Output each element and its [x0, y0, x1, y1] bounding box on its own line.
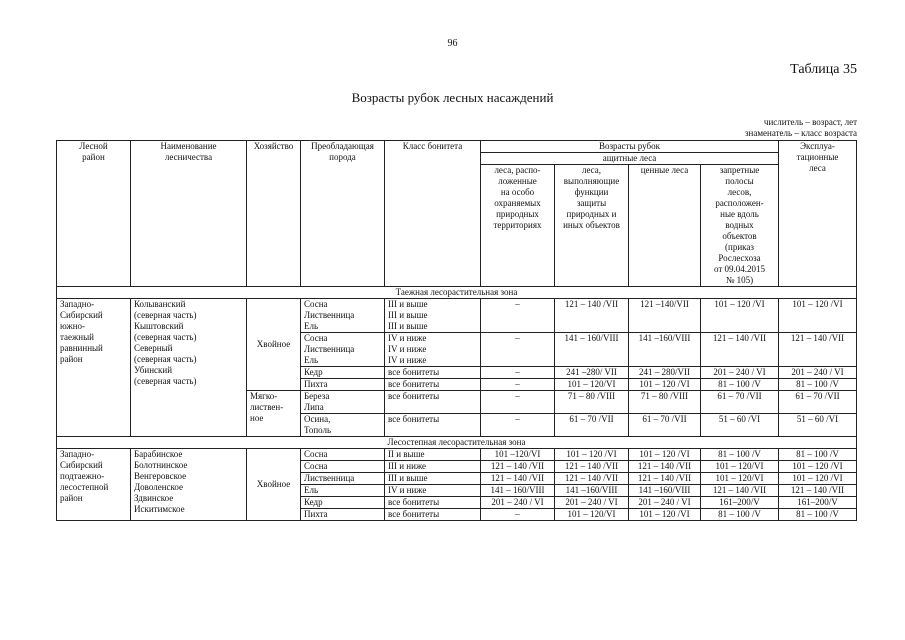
- header-sub-oopt: леса, распо- ложенные на особо охраняемых природных территориях: [481, 165, 555, 287]
- age-cell: 101 – 120 /VI: [779, 461, 857, 473]
- header-ages: Возрасты рубок: [481, 141, 779, 153]
- species-cell: Ель: [301, 485, 385, 497]
- age-cell: 141 –160/VIII: [629, 333, 701, 367]
- age-cell: 141 – 160/VIII: [481, 485, 555, 497]
- age-cell: 121 – 140 /VII: [555, 461, 629, 473]
- header-species: Преобладающая порода: [301, 141, 385, 287]
- age-cell: 51 – 60 /VI: [701, 414, 779, 437]
- bonitet-cell: все бонитеты: [385, 367, 481, 379]
- age-cell: 71 – 80 /VIII: [629, 391, 701, 414]
- table-row: [57, 449, 857, 461]
- age-cell: 121 –140/VII: [629, 299, 701, 333]
- age-cell: 101 – 120/VI: [555, 379, 629, 391]
- species-cell: Кедр: [301, 497, 385, 509]
- age-cell: 201 – 240 / VI: [481, 497, 555, 509]
- units-note-denominator: знаменатель – класс возраста: [744, 128, 857, 138]
- bonitet-cell: III и выше: [385, 473, 481, 485]
- age-cell: –: [481, 333, 555, 367]
- age-cell: 101 – 120/VI: [555, 509, 629, 521]
- age-cell: 71 – 80 /VIII: [555, 391, 629, 414]
- economy-cell: Мягко- листвен- ное: [247, 391, 301, 437]
- age-cell: 121 – 140 /VII: [629, 461, 701, 473]
- zone-foreststeppe: Лесостепная лесорастительная зона: [57, 437, 857, 449]
- zone-row: [57, 287, 857, 299]
- age-cell: 121 – 140 /VII: [779, 333, 857, 367]
- age-cell: 141 –160/VIII: [555, 485, 629, 497]
- bonitet-cell: все бонитеты: [385, 509, 481, 521]
- header-sub-forbidden: запретные полосы лесов, расположен- ные вдоль водных объектов (приказ Рослесхоза от 09.04.2015 № 105): [701, 165, 779, 287]
- age-cell: 241 – 280/VII: [629, 367, 701, 379]
- age-cell: 101 – 120/VI: [701, 461, 779, 473]
- bonitet-cell: все бонитеты: [385, 391, 481, 414]
- age-cell: 81 – 100 /V: [779, 509, 857, 521]
- age-cell: 121 – 140 /VII: [481, 473, 555, 485]
- species-cell: Осина, Тополь: [301, 414, 385, 437]
- age-cell: 61 – 70 /VII: [779, 391, 857, 414]
- bonitet-cell: IV и ниже IV и ниже IV и ниже: [385, 333, 481, 367]
- bonitet-cell: все бонитеты: [385, 497, 481, 509]
- region-cell: Западно- Сибирский южно- таежный равнинный район: [57, 299, 131, 437]
- species-cell: Пихта: [301, 509, 385, 521]
- header-economy: Хозяйство: [247, 141, 301, 287]
- species-cell: Кедр: [301, 367, 385, 379]
- region-cell: Западно- Сибирский подтаежно- лесостепной район: [57, 449, 131, 521]
- age-cell: 141 – 160/VIII: [555, 333, 629, 367]
- age-cell: 121 – 140 /VII: [555, 299, 629, 333]
- header-region: Лесной район: [57, 141, 131, 287]
- age-cell: 101 – 120 /VI: [779, 473, 857, 485]
- age-cell: 81 – 100 /V: [701, 449, 779, 461]
- species-cell: Лиственница: [301, 473, 385, 485]
- species-cell: Сосна: [301, 449, 385, 461]
- age-cell: –: [481, 391, 555, 414]
- age-cell: 121 – 140 /VII: [701, 485, 779, 497]
- age-cell: 101 – 120 /VI: [629, 509, 701, 521]
- bonitet-cell: III и ниже: [385, 461, 481, 473]
- age-cell: –: [481, 509, 555, 521]
- economy-cell: Хвойное: [247, 449, 301, 521]
- species-cell: Сосна: [301, 461, 385, 473]
- cutting-age-table: [56, 140, 857, 521]
- economy-cell: Хвойное: [247, 299, 301, 391]
- age-cell: 201 – 240 / VI: [555, 497, 629, 509]
- age-cell: 201 – 240 / VI: [779, 367, 857, 379]
- age-cell: 101 – 120/VI: [701, 473, 779, 485]
- age-cell: 141 –160/VIII: [629, 485, 701, 497]
- age-cell: 101 –120/VI: [481, 449, 555, 461]
- page-number: 96: [447, 38, 458, 49]
- age-cell: 81 – 100 /V: [701, 509, 779, 521]
- header-bonitet: Класс бонитета: [385, 141, 481, 287]
- table-row: [57, 299, 857, 333]
- age-cell: 121 – 140 /VII: [481, 461, 555, 473]
- age-cell: 121 – 140 /VII: [555, 473, 629, 485]
- age-cell: 121 – 140 /VII: [779, 485, 857, 497]
- age-cell: –: [481, 414, 555, 437]
- age-cell: 101 – 120 /VI: [779, 299, 857, 333]
- age-cell: 121 – 140 /VII: [629, 473, 701, 485]
- age-cell: 161–200/V: [701, 497, 779, 509]
- age-cell: 101 – 120 /VI: [629, 449, 701, 461]
- header-sub-valuable: ценные леса: [629, 165, 701, 287]
- age-cell: –: [481, 367, 555, 379]
- age-cell: 81 – 100 /V: [779, 379, 857, 391]
- age-cell: 81 – 100 /V: [779, 449, 857, 461]
- bonitet-cell: все бонитеты: [385, 414, 481, 437]
- age-cell: 121 – 140 /VII: [701, 333, 779, 367]
- age-cell: 51 – 60 /VI: [779, 414, 857, 437]
- forestry-cell: Колыванский (северная часть) Кыштовский (северная часть) Северный (северная часть) Убинский (северная часть): [131, 299, 247, 437]
- zone-taiga: Таежная лесорастительная зона: [57, 287, 857, 299]
- species-cell: Сосна Лиственница Ель: [301, 299, 385, 333]
- bonitet-cell: IV и ниже: [385, 485, 481, 497]
- age-cell: –: [481, 379, 555, 391]
- header-exploit: Эксплуа- тационные леса: [779, 141, 857, 287]
- bonitet-cell: II и выше: [385, 449, 481, 461]
- table-label: Таблица 35: [790, 62, 857, 77]
- species-cell: Пихта: [301, 379, 385, 391]
- age-cell: 61 – 70 /VII: [555, 414, 629, 437]
- forestry-cell: Барабинское Болотнинское Венгеровское Доволенское Здвинское Искитимское: [131, 449, 247, 521]
- age-cell: 81 – 100 /V: [701, 379, 779, 391]
- age-cell: 101 – 120 /VI: [555, 449, 629, 461]
- units-note: [745, 117, 857, 139]
- age-cell: 101 – 120 /VI: [701, 299, 779, 333]
- bonitet-cell: все бонитеты: [385, 379, 481, 391]
- species-cell: Береза Липа: [301, 391, 385, 414]
- age-cell: 241 –280/ VII: [555, 367, 629, 379]
- header-row: [57, 141, 857, 153]
- age-cell: 201 – 240 / VI: [629, 497, 701, 509]
- header-sub-protection: леса, выполняющие функции защиты природных и иных объектов: [555, 165, 629, 287]
- age-cell: –: [481, 299, 555, 333]
- age-cell: 61 – 70 /VII: [629, 414, 701, 437]
- header-forestry: Наименование лесничества: [131, 141, 247, 287]
- bonitet-cell: III и выше III и выше III и выше: [385, 299, 481, 333]
- age-cell: 101 – 120 /VI: [629, 379, 701, 391]
- age-cell: 201 – 240 / VI: [701, 367, 779, 379]
- age-cell: 161–200/V: [779, 497, 857, 509]
- zone-row: [57, 437, 857, 449]
- species-cell: Сосна Лиственница Ель: [301, 333, 385, 367]
- header-protective: ащитные леса: [481, 153, 779, 165]
- units-note-numerator: числитель – возраст, лет: [763, 117, 857, 127]
- page-title: Возрасты рубок лесных насаждений: [351, 90, 554, 105]
- age-cell: 61 – 70 /VII: [701, 391, 779, 414]
